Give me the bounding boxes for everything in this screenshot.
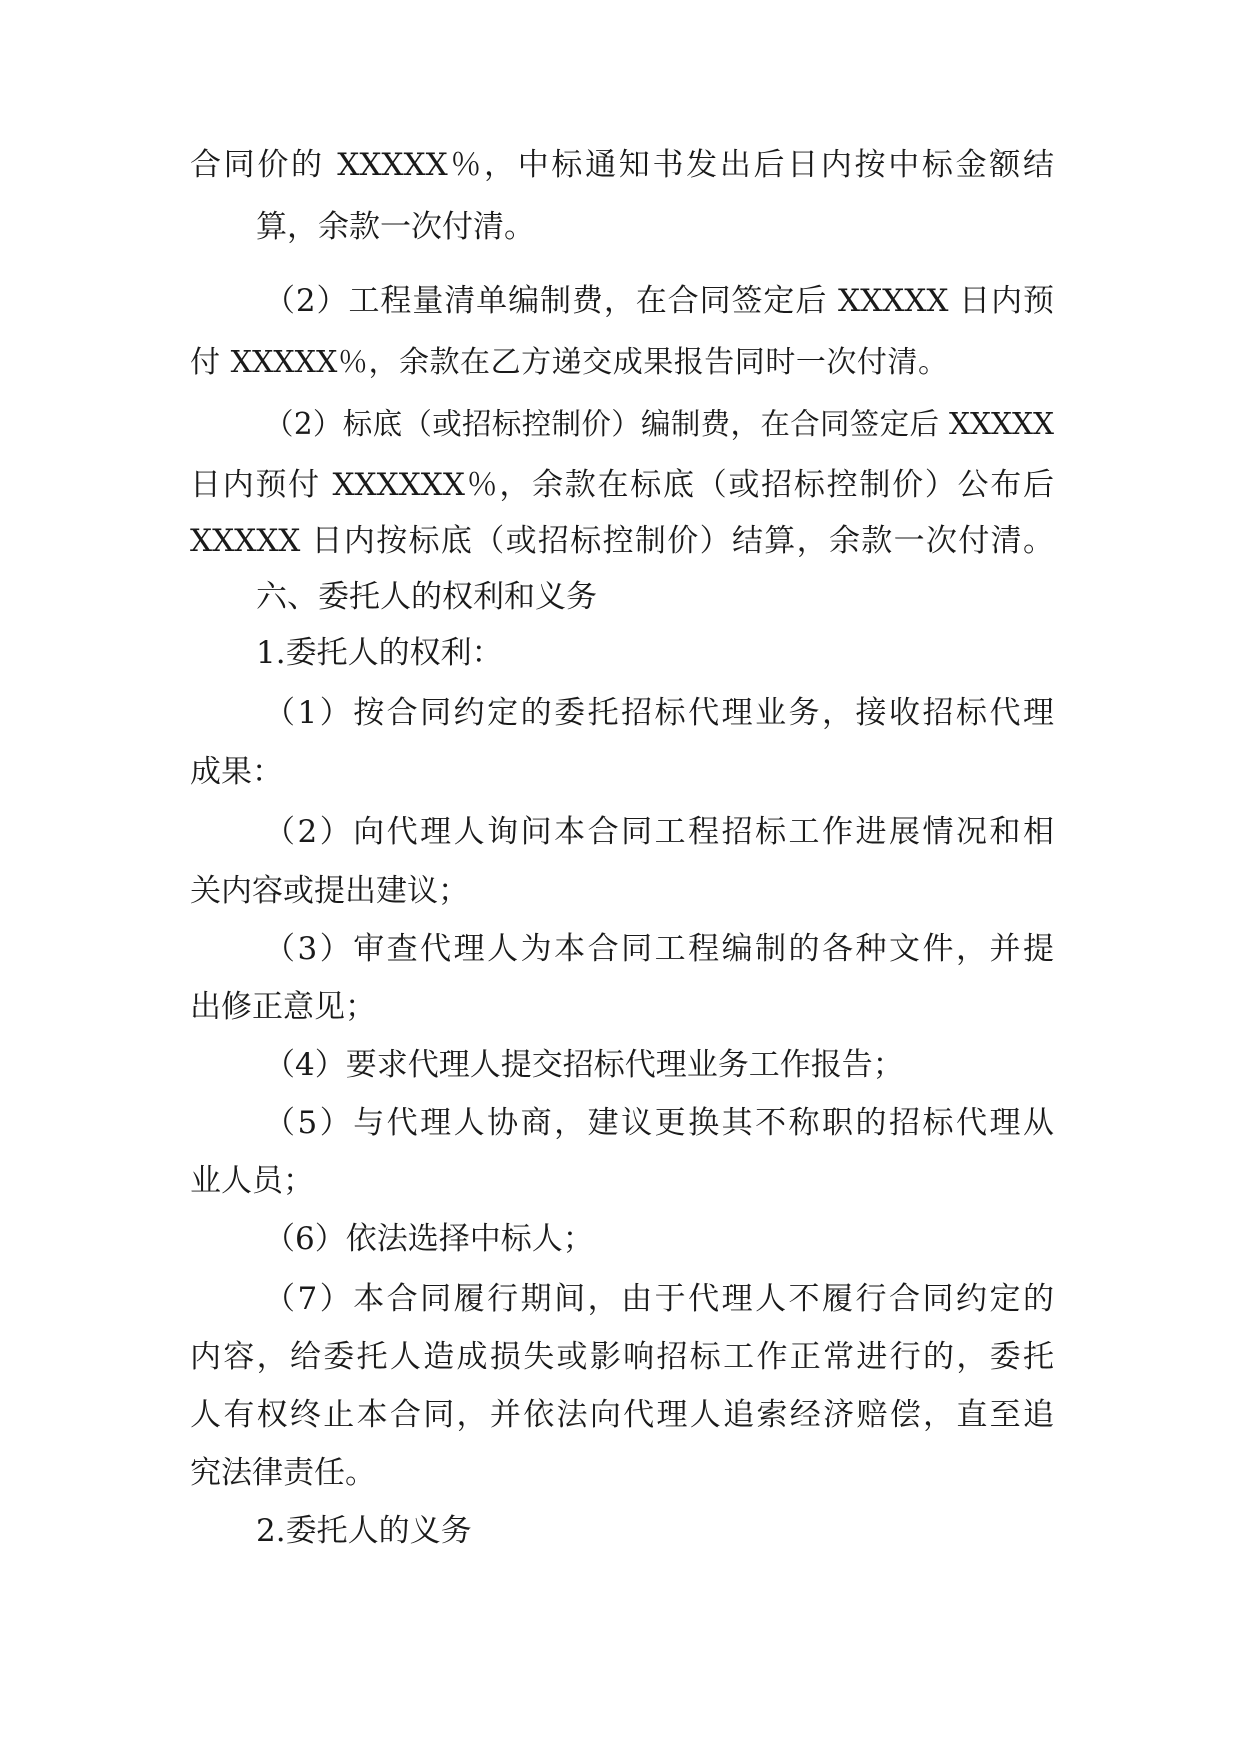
text-line: （4）要求代理人提交招标代理业务工作报告；	[264, 1047, 904, 1083]
text-line: 内容，给委托人造成损失或影响招标工作正常进行的，委托	[190, 1339, 1054, 1375]
text-line: （7）本合同履行期间，由于代理人不履行合同约定的	[264, 1281, 1054, 1317]
text-line: 究法律责任。	[190, 1455, 376, 1491]
text-line: 出修正意见；	[190, 989, 376, 1025]
subsection-heading: 1.委托人的权利：	[256, 635, 503, 671]
text-line: （2）工程量清单编制费，在合同签定后 XXXXX 日内预	[264, 283, 1054, 319]
text-line: （3）审查代理人为本合同工程编制的各种文件，并提	[264, 931, 1054, 967]
text-line: 算，余款一次付清。	[256, 209, 535, 245]
text-line: 日内预付 XXXXXX％，余款在标底（或招标控制价）公布后	[190, 467, 1054, 503]
text-line: XXXXX 日内按标底（或招标控制价）结算，余款一次付清。	[190, 523, 1054, 559]
text-line: 成果：	[190, 754, 283, 790]
text-line: （6）依法选择中标人；	[264, 1221, 594, 1257]
text-line: 关内容或提出建议；	[190, 873, 469, 909]
text-line: （1）按合同约定的委托招标代理业务，接收招标代理	[264, 695, 1054, 731]
text-line: 人有权终止本合同，并依法向代理人追索经济赔偿，直至追	[190, 1397, 1054, 1433]
text-line: （2）向代理人询问本合同工程招标工作进展情况和相	[264, 814, 1054, 850]
text-line: 付 XXXXX％，余款在乙方递交成果报告同时一次付清。	[190, 345, 948, 380]
text-line: （2）标底（或招标控制价）编制费，在合同签定后 XXXXX	[264, 407, 1054, 441]
subsection-heading: 2.委托人的义务	[256, 1513, 472, 1549]
text-line: （5）与代理人协商，建议更换其不称职的招标代理从	[264, 1105, 1054, 1141]
section-heading: 六、委托人的权利和义务	[256, 579, 597, 615]
text-line: 合同价的 XXXXX％，中标通知书发出后日内按中标金额结	[190, 147, 1054, 183]
text-line: 业人员；	[190, 1163, 314, 1199]
